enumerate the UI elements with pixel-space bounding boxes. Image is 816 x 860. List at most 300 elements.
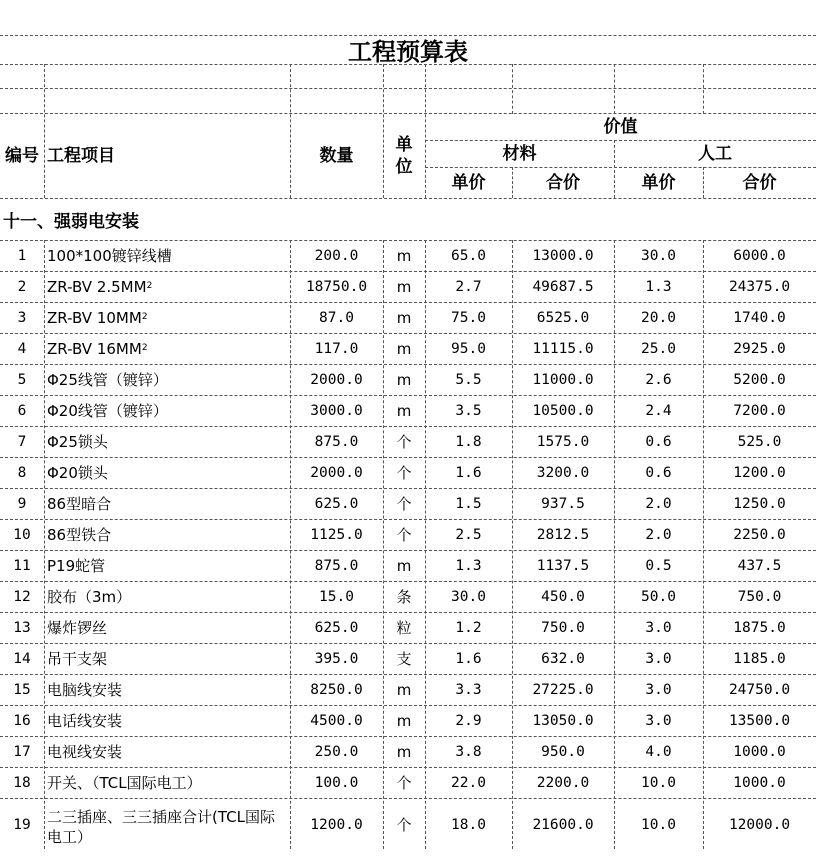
row-material-unit-price-text: 95.0 — [451, 341, 486, 357]
row-quantity-text: 625.0 — [314, 620, 359, 636]
row-unit — [383, 396, 425, 427]
row-number-text: 11 — [13, 558, 31, 574]
row-material-total-text: 13050.0 — [532, 713, 594, 729]
row-number — [0, 272, 44, 303]
row-quantity — [290, 520, 383, 551]
row-labor-total — [703, 737, 816, 768]
row-quantity — [290, 458, 383, 489]
row-material-total-text: 2812.5 — [536, 527, 590, 543]
row-item — [44, 396, 290, 427]
row-material-total — [512, 675, 614, 706]
row-quantity — [290, 396, 383, 427]
row-material-total — [512, 613, 614, 644]
row-material-unit-price — [425, 489, 512, 520]
row-quantity — [290, 644, 383, 675]
row-material-unit-price — [425, 675, 512, 706]
row-quantity — [290, 365, 383, 396]
row-quantity — [290, 737, 383, 768]
row-labor-unit-price — [614, 241, 703, 272]
row-labor-unit-price — [614, 272, 703, 303]
row-unit-text: 个 — [396, 433, 412, 451]
row-material-total-text: 632.0 — [541, 651, 585, 667]
header-unit-text: 单位 — [395, 135, 413, 177]
row-number-text: 12 — [13, 589, 31, 605]
row-item: ZR-BV 2.5MM $^2$ — [47, 278, 153, 296]
row-material-total-text: 750.0 — [541, 620, 585, 636]
row-material-unit-price — [425, 427, 512, 458]
header-item: 工程项目 — [47, 145, 115, 166]
row-labor-unit-price-text: 0.6 — [645, 465, 672, 481]
row-material-unit-price-text: 65.0 — [451, 248, 486, 264]
header-quantity: 数量 — [319, 145, 354, 166]
row-labor-total — [703, 582, 816, 613]
row-labor-total-text: 750.0 — [737, 589, 782, 605]
row-unit — [383, 303, 425, 334]
row-labor-unit-price-text: 0.5 — [645, 558, 672, 574]
row-material-total-text: 21600.0 — [532, 817, 594, 833]
row-labor-unit-price — [614, 427, 703, 458]
row-labor-unit-price — [614, 582, 703, 613]
header-material: 材料 — [502, 143, 537, 164]
row-labor-total-text: 2250.0 — [733, 527, 786, 543]
row-labor-total-text: 7200.0 — [733, 403, 786, 419]
row-material-unit-price-text: 3.8 — [455, 744, 482, 760]
header-material-total: 合价 — [546, 172, 580, 193]
row-item-text: Φ20线管（镀锌） — [47, 402, 168, 420]
row-labor-total — [703, 427, 816, 458]
row-material-total — [512, 551, 614, 582]
row-labor-unit-price-text: 10.0 — [641, 775, 676, 791]
row-quantity-text: 8250.0 — [310, 682, 363, 698]
row-labor-unit-price-text: 3.0 — [645, 620, 672, 636]
row-unit-text: m — [396, 278, 412, 296]
row-item-text: 开关、（TCL国际电工） — [47, 774, 202, 792]
row-number-text: 2 — [17, 279, 27, 295]
row-material-unit-price-text: 5.5 — [455, 372, 482, 388]
row-material-total — [512, 644, 614, 675]
row-material-unit-price-text: 3.5 — [455, 403, 482, 419]
row-quantity — [290, 489, 383, 520]
row-material-unit-price — [425, 241, 512, 272]
row-quantity — [290, 675, 383, 706]
row-material-total-text: 937.5 — [541, 496, 585, 512]
row-number — [0, 241, 44, 272]
row-unit-text: 个 — [396, 816, 412, 834]
row-item-text: ZR-BV 16MM — [47, 340, 142, 358]
row-labor-total — [703, 334, 816, 365]
row-unit — [383, 272, 425, 303]
row-material-total-text: 6525.0 — [536, 310, 590, 326]
row-unit — [383, 458, 425, 489]
row-item-text: P19蛇管 — [47, 557, 106, 575]
row-unit — [383, 241, 425, 272]
row-material-unit-price-text: 1.5 — [455, 496, 482, 512]
row-item-text: 电视线安装 — [47, 743, 123, 761]
row-number — [0, 768, 44, 799]
row-number-text: 7 — [17, 434, 27, 450]
row-unit-text: m — [396, 340, 412, 358]
row-unit — [383, 706, 425, 737]
row-quantity — [290, 427, 383, 458]
row-number-text: 19 — [13, 817, 31, 833]
row-labor-unit-price — [614, 551, 703, 582]
row-material-unit-price — [425, 520, 512, 551]
row-material-unit-price-text: 18.0 — [451, 817, 486, 833]
row-material-unit-price — [425, 365, 512, 396]
row-labor-unit-price-text: 3.0 — [645, 682, 672, 698]
row-material-unit-price — [425, 644, 512, 675]
row-material-total — [512, 396, 614, 427]
row-unit-text: 个 — [396, 526, 412, 544]
row-item — [44, 551, 290, 582]
row-material-total-text: 10500.0 — [532, 403, 594, 419]
row-quantity — [290, 582, 383, 613]
row-unit — [383, 582, 425, 613]
row-labor-total-text: 5200.0 — [733, 372, 786, 388]
header-number: 编号 — [5, 145, 39, 166]
row-number — [0, 551, 44, 582]
row-material-unit-price-text: 22.0 — [451, 775, 486, 791]
row-material-total-text: 1575.0 — [536, 434, 590, 450]
row-number-text: 17 — [13, 744, 31, 760]
row-labor-unit-price — [614, 737, 703, 768]
row-material-unit-price-text: 75.0 — [451, 310, 486, 326]
row-unit — [383, 365, 425, 396]
row-labor-unit-price-text: 1.3 — [645, 279, 672, 295]
row-material-unit-price — [425, 303, 512, 334]
row-unit — [383, 334, 425, 365]
row-quantity-text: 4500.0 — [310, 713, 363, 729]
row-labor-total-text: 1740.0 — [733, 310, 786, 326]
row-labor-unit-price — [614, 396, 703, 427]
row-number — [0, 365, 44, 396]
row-material-unit-price-text: 1.6 — [455, 465, 482, 481]
row-material-total-text: 11115.0 — [532, 341, 594, 357]
row-item — [44, 520, 290, 551]
row-unit-text: 个 — [396, 495, 412, 513]
row-quantity — [290, 799, 383, 852]
row-labor-total — [703, 706, 816, 737]
row-labor-total — [703, 458, 816, 489]
row-labor-unit-price — [614, 675, 703, 706]
row-material-unit-price — [425, 799, 512, 852]
row-unit-text: m — [396, 247, 412, 265]
row-labor-total-text: 2925.0 — [733, 341, 786, 357]
row-material-total-text: 950.0 — [541, 744, 585, 760]
sheet-title: 工程预算表 — [348, 36, 468, 66]
row-material-total-text: 27225.0 — [532, 682, 594, 698]
row-material-total-text: 49687.5 — [532, 279, 594, 295]
row-number — [0, 489, 44, 520]
header-unit — [383, 114, 425, 198]
row-material-unit-price — [425, 551, 512, 582]
row-material-total — [512, 427, 614, 458]
header-labor: 人工 — [698, 143, 732, 164]
row-material-unit-price-text: 1.2 — [455, 620, 482, 636]
row-labor-unit-price-text: 3.0 — [645, 713, 672, 729]
row-quantity — [290, 706, 383, 737]
row-quantity — [290, 551, 383, 582]
row-material-total-text: 2200.0 — [536, 775, 590, 791]
row-labor-total — [703, 551, 816, 582]
row-item — [44, 427, 290, 458]
row-unit-text: 个 — [396, 774, 412, 792]
row-labor-unit-price — [614, 768, 703, 799]
row-labor-total-text: 525.0 — [737, 434, 782, 450]
row-number — [0, 458, 44, 489]
row-item-text: Φ20锁头 — [47, 464, 108, 482]
row-number-text: 15 — [13, 682, 31, 698]
row-item-text: Φ25线管（镀锌） — [47, 371, 168, 389]
row-item-text: ZR-BV 10MM — [47, 309, 142, 327]
section-title: 十一、强弱电安装 — [3, 211, 139, 232]
row-item — [44, 489, 290, 520]
row-material-total-text: 1137.5 — [536, 558, 590, 574]
row-unit-text: m — [396, 557, 412, 575]
row-number — [0, 706, 44, 737]
row-material-unit-price — [425, 396, 512, 427]
row-labor-total — [703, 520, 816, 551]
row-quantity-text: 117.0 — [314, 341, 359, 357]
row-material-unit-price — [425, 613, 512, 644]
row-unit-text: m — [396, 309, 412, 327]
row-item: ZR-BV 16MM $^2$ — [47, 340, 148, 358]
row-number — [0, 334, 44, 365]
row-material-total — [512, 489, 614, 520]
row-labor-total — [703, 644, 816, 675]
row-material-unit-price — [425, 272, 512, 303]
row-unit-text: m — [396, 743, 412, 761]
row-labor-total — [703, 241, 816, 272]
row-item-text: 二三插座、三三插座合计(TCL国际电工） — [47, 808, 275, 846]
row-unit — [383, 520, 425, 551]
row-quantity-text: 395.0 — [314, 651, 359, 667]
row-labor-total-text: 13500.0 — [728, 713, 791, 729]
row-item — [44, 799, 287, 860]
row-unit — [383, 551, 425, 582]
row-material-total — [512, 706, 614, 737]
row-unit — [383, 613, 425, 644]
row-labor-total — [703, 272, 816, 303]
row-quantity — [290, 272, 383, 303]
row-labor-unit-price-text: 3.0 — [645, 651, 672, 667]
row-material-unit-price-text: 1.6 — [455, 651, 482, 667]
row-labor-total-text: 1200.0 — [733, 465, 786, 481]
row-material-total-text: 11000.0 — [532, 372, 594, 388]
row-labor-unit-price — [614, 365, 703, 396]
header-value: 价值 — [603, 116, 638, 137]
row-labor-unit-price-text: 2.0 — [645, 527, 672, 543]
row-material-total-text: 450.0 — [541, 589, 585, 605]
row-unit — [383, 737, 425, 768]
row-labor-unit-price-text: 2.0 — [645, 496, 672, 512]
row-material-unit-price — [425, 458, 512, 489]
row-number-text: 16 — [13, 713, 31, 729]
header-labor-total: 合价 — [742, 172, 777, 193]
row-material-total — [512, 272, 614, 303]
row-labor-unit-price-text: 20.0 — [641, 310, 676, 326]
row-material-total — [512, 520, 614, 551]
row-labor-unit-price — [614, 613, 703, 644]
row-labor-total — [703, 489, 816, 520]
row-labor-total — [703, 675, 816, 706]
row-labor-total — [703, 396, 816, 427]
row-material-total — [512, 334, 614, 365]
row-labor-unit-price-text: 2.6 — [645, 372, 672, 388]
row-number-text: 8 — [17, 465, 27, 481]
row-number — [0, 582, 44, 613]
row-unit-text: 粒 — [396, 619, 412, 637]
row-unit-text: 个 — [396, 464, 412, 482]
row-material-unit-price-text: 2.5 — [455, 527, 482, 543]
row-quantity-text: 250.0 — [314, 744, 359, 760]
row-number — [0, 799, 44, 852]
row-item-text: 86型铁合 — [47, 526, 112, 544]
row-item-text: 86型暗合 — [47, 495, 112, 513]
row-labor-unit-price-text: 25.0 — [641, 341, 676, 357]
row-material-total — [512, 768, 614, 799]
row-item-text: 电话线安装 — [47, 712, 123, 730]
row-quantity — [290, 303, 383, 334]
row-labor-unit-price — [614, 799, 703, 852]
row-quantity-text: 2000.0 — [310, 465, 363, 481]
row-labor-total — [703, 303, 816, 334]
row-quantity-text: 15.0 — [319, 589, 354, 605]
header-material-unit-price: 单价 — [451, 172, 486, 193]
row-number-text: 9 — [17, 496, 27, 512]
row-unit — [383, 799, 425, 852]
row-quantity-text: 875.0 — [314, 558, 359, 574]
row-quantity-text: 100.0 — [314, 775, 359, 791]
row-item-text: Φ25锁头 — [47, 433, 108, 451]
row-labor-unit-price — [614, 520, 703, 551]
row-number-text: 14 — [13, 651, 31, 667]
row-item-text: 吊干支架 — [47, 650, 108, 668]
row-item — [44, 706, 290, 737]
row-labor-unit-price-text: 4.0 — [645, 744, 672, 760]
row-number — [0, 427, 44, 458]
row-labor-unit-price-text: 10.0 — [641, 817, 676, 833]
row-number — [0, 675, 44, 706]
row-material-total — [512, 458, 614, 489]
row-material-unit-price-text: 2.9 — [455, 713, 482, 729]
row-labor-unit-price — [614, 489, 703, 520]
row-material-total — [512, 241, 614, 272]
row-number-text: 3 — [17, 310, 27, 326]
row-labor-unit-price — [614, 303, 703, 334]
row-item — [44, 768, 290, 799]
row-item-text: ZR-BV 2.5MM — [47, 278, 147, 296]
row-quantity-text: 875.0 — [314, 434, 359, 450]
row-material-unit-price — [425, 768, 512, 799]
row-material-total-text: 3200.0 — [536, 465, 590, 481]
row-quantity — [290, 241, 383, 272]
row-labor-total-text: 12000.0 — [728, 817, 791, 833]
row-labor-total — [703, 613, 816, 644]
row-quantity-text: 3000.0 — [310, 403, 363, 419]
row-number-text: 1 — [17, 248, 27, 264]
row-unit — [383, 644, 425, 675]
row-item: ZR-BV 10MM $^2$ — [47, 309, 148, 327]
row-unit — [383, 489, 425, 520]
row-labor-total — [703, 365, 816, 396]
row-item — [44, 675, 290, 706]
row-labor-total-text: 1185.0 — [733, 651, 786, 667]
row-quantity-text: 1200.0 — [310, 817, 363, 833]
row-item — [44, 737, 290, 768]
row-unit-text: 条 — [396, 588, 412, 606]
row-number — [0, 613, 44, 644]
row-material-unit-price — [425, 706, 512, 737]
row-labor-total-text: 24375.0 — [728, 279, 791, 295]
row-number — [0, 737, 44, 768]
row-unit-text: m — [396, 712, 412, 730]
row-quantity-text: 18750.0 — [305, 279, 368, 295]
row-labor-unit-price — [614, 334, 703, 365]
row-labor-unit-price-text: 30.0 — [641, 248, 676, 264]
row-material-total — [512, 582, 614, 613]
row-material-unit-price-text: 3.3 — [455, 682, 482, 698]
row-number-text: 10 — [13, 527, 31, 543]
row-labor-total — [703, 799, 816, 852]
row-number — [0, 644, 44, 675]
row-labor-total-text: 24750.0 — [728, 682, 791, 698]
row-labor-total-text: 437.5 — [737, 558, 782, 574]
row-labor-total-text: 1875.0 — [733, 620, 786, 636]
row-labor-unit-price — [614, 706, 703, 737]
row-material-unit-price-text: 30.0 — [451, 589, 486, 605]
row-item — [44, 458, 290, 489]
row-number-text: 18 — [13, 775, 31, 791]
row-quantity-text: 200.0 — [314, 248, 359, 264]
row-quantity-text: 2000.0 — [310, 372, 363, 388]
row-labor-unit-price-text: 2.4 — [645, 403, 672, 419]
row-material-unit-price — [425, 582, 512, 613]
row-item-text: 胶布（3m） — [47, 588, 132, 606]
row-item-text: 100*100镀锌线槽 — [47, 247, 172, 265]
row-number-text: 4 — [17, 341, 27, 357]
row-item — [44, 582, 290, 613]
row-unit-text: m — [396, 402, 412, 420]
row-unit-text: m — [396, 371, 412, 389]
row-quantity-text: 625.0 — [314, 496, 359, 512]
row-labor-unit-price-text: 50.0 — [641, 589, 676, 605]
row-number-text: 5 — [17, 372, 27, 388]
row-unit — [383, 427, 425, 458]
row-material-total — [512, 365, 614, 396]
row-quantity — [290, 613, 383, 644]
row-labor-unit-price-text: 0.6 — [645, 434, 672, 450]
row-material-unit-price-text: 1.3 — [455, 558, 482, 574]
row-item — [44, 365, 290, 396]
row-labor-unit-price — [614, 644, 703, 675]
row-item — [44, 613, 290, 644]
row-unit-text: 支 — [396, 650, 412, 668]
row-material-unit-price-text: 1.8 — [455, 434, 482, 450]
row-item — [44, 241, 290, 272]
row-item-text: 爆炸锣丝 — [47, 619, 108, 637]
row-item-text: 电脑线安装 — [47, 681, 123, 699]
row-number-text: 13 — [13, 620, 31, 636]
row-material-total — [512, 799, 614, 852]
row-unit — [383, 768, 425, 799]
row-quantity-text: 1125.0 — [310, 527, 363, 543]
row-labor-unit-price — [614, 458, 703, 489]
row-unit-text: m — [396, 681, 412, 699]
row-unit — [383, 675, 425, 706]
row-quantity — [290, 768, 383, 799]
row-item — [44, 644, 290, 675]
